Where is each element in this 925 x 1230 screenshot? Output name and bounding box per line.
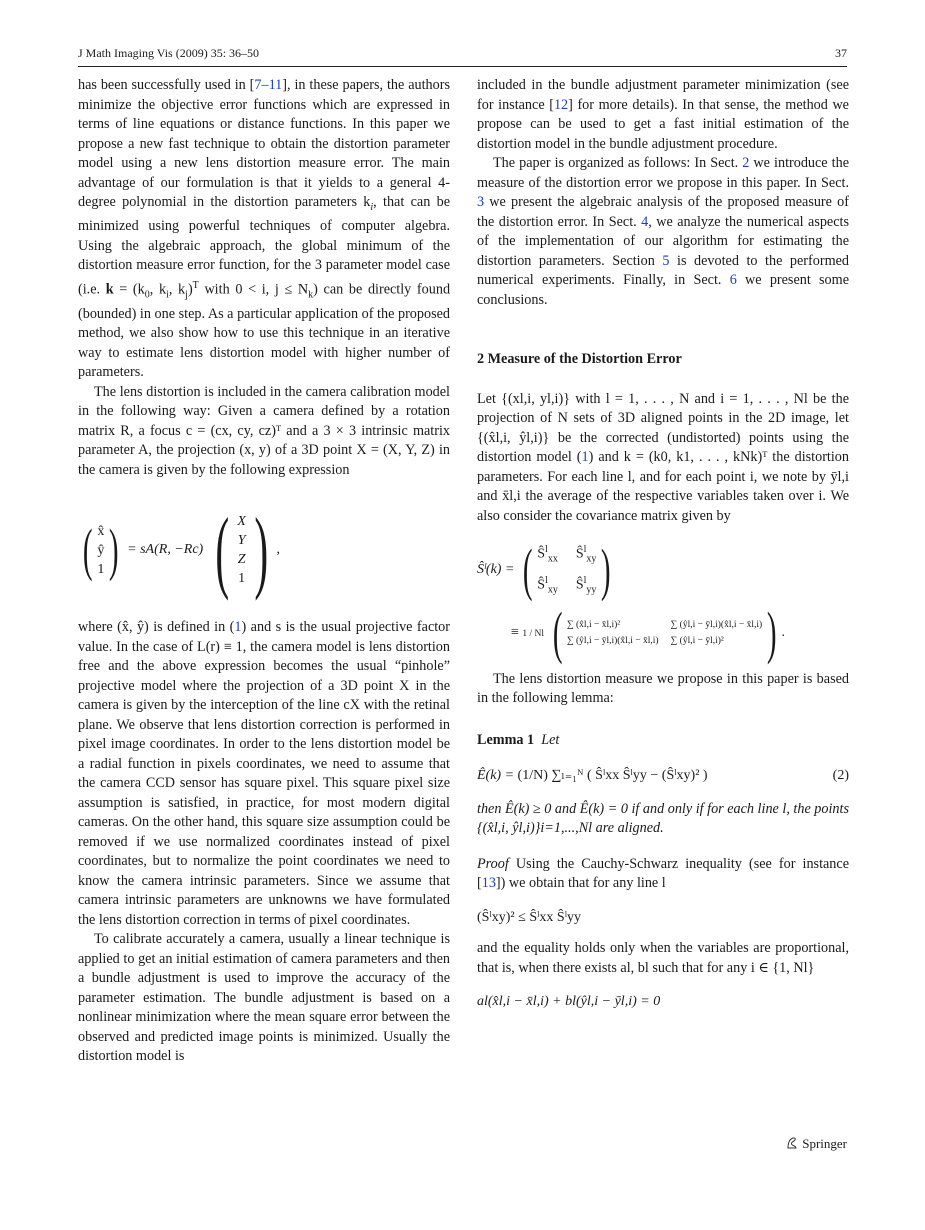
paragraph-calibration: To calibrate accurately a camera, usually a linear technique is applied to get an initial estimation of camera parameters and then a bundle adjustment is used to improve the accuracy of the parameter estimation. The bundle adjustment is based on a nonlinear minimization where the mean square error between the observed and predicted image points is minimized. Usually the distortion model is bbox=[78, 931, 450, 1065]
projection-equation: ( x̂ ŷ 1 ) = sA(R, −Rc) ( X Y Z 1 ) , bbox=[82, 499, 281, 602]
publisher-name: Springer bbox=[802, 1136, 847, 1151]
left-column bbox=[78, 76, 450, 1067]
right-column bbox=[477, 76, 849, 1012]
covariance-equation: Ŝˡ(k) = ( $Ŝ^l_{xx}$ $Ŝ^l_{xy}$ $Ŝ^l_{xy}$ $Ŝ^l_{yy}$ ) ≡ 1 / Nl ( ∑ (x̂l,i − x̄l,i)² ∑ (ŷl,i − ȳl,i)(x̂l,i − x̄l,i) ∑ (ŷl,i − ȳl,i)(x̂l,i − x̄l,i) ∑ (ŷl,i − ȳl,i)² ) . bbox=[477, 536, 785, 665]
publisher-footer bbox=[785, 1136, 847, 1152]
equation-2: Ê(k) = (1/N) ∑ₗ₌₁ᴺ ( Ŝˡxx Ŝˡyy − (Ŝˡxy)² ) (2) bbox=[477, 766, 849, 786]
section-link[interactable]: 2 bbox=[742, 155, 750, 171]
paragraph-camera-model: The lens distortion is included in the camera calibration model in the following way: Given a camera defined by a rotation matrix R, a focus c = (cx, cy, cz)ᵀ and a 3 × 3 intrinsic matrix parameter A, the projection (x, y) of a 3D point X = (X, Y, Z) in the camera is given by the following expression bbox=[78, 383, 450, 478]
proof-paragraph: Proof Using the Cauchy-Schwarz inequality (see for instance [13]) we obtain that for any line l bbox=[477, 855, 849, 892]
section-link[interactable]: 4 bbox=[641, 213, 649, 230]
section-heading: 2 Measure of the Distortion Error bbox=[477, 351, 682, 367]
citation-link[interactable]: 12 bbox=[553, 96, 569, 113]
equation-link[interactable]: 1 bbox=[234, 619, 242, 636]
paragraph-intro: has been successfully used in [7–11], in these papers, the authors minimize the objective error functions which are expressed in terms of line equations or distance functions. In this paper we propose a new fast technique to obtain the distortion parameter model using a new lens distortion measure error. The main advantage of our formulation is that it yields to a general 4-degree polynomial in the distortion parameters $k_i$, that can be minimized using powerful techniques of computer algebra. Using the algebraic approach, the global minimum of the distortion measure error function, for the 3 parameter model case (i.e. $k = (k_0$, $k_i$, $k_j)^T$ with 0 < i, $j \le N_k$) can be directly found (bounded) in one step. As a particular application of the proposed method, we also show how to use this technique in an iterative way to estimate lens distortion model with higher number of parameters. bbox=[78, 77, 451, 381]
final-equation: al(x̂l,i − x̄l,i) + bl(ŷl,i − ȳl,i) = 0 bbox=[477, 994, 661, 1010]
citation-link[interactable]: 13 bbox=[481, 875, 496, 892]
paragraph-pinhole: where (x̂, ŷ) is defined in (1) and s is the usual projective factor value. In the case of L(r) ≡ 1, the camera model is lens distortion free and the above expression becomes the usual “pinhole” projective model where the projection of a 3D point X in the camera is given by the interception of the line cX with the retinal plane. We observe that lens distortion correction is performed in pixel image coordinates. In order to the lens distortion model be a radial function in pixels coordinates, we need to assume that the camera CCD sensor has square pixel. This square pixel size assumption is satisfied, in practice, for most modern digital cameras. On the other hand, this square size assumption could be removed if we use normalized coordinates instead of pixel coordinates, but to normalize the point coordinates we need to know the camera intrinsic parameters. Since we assume that camera intrinsic parameters are unknowns we have formulated the lens distortion correction in terms of pixel coordinates. bbox=[78, 619, 450, 928]
journal-citation: J Math Imaging Vis (2009) 35: 36–50 bbox=[78, 46, 260, 60]
header-rule bbox=[78, 66, 847, 67]
section-link[interactable]: 3 bbox=[477, 194, 485, 210]
page-number: 37 bbox=[835, 46, 847, 60]
paragraph-bundle: included in the bundle adjustment parameter minimization (see for instance [12] for more details). In that sense, the method we propose can be used to get a fast initial estimation of the distortion model in the bundle adjustment procedure. bbox=[477, 77, 849, 152]
paragraph-notation: Let {(xl,i, yl,i)} with l = 1, . . . , N and i = 1, . . . , Nl be the projection of N sets of 3D aligned points in the 2D image, let {(x̂l,i, ŷl,i)} be the corrected (undistorted) points using the distortion model (1) and k = (k0, k1, . . . , kNk)ᵀ the distortion parameters. For each line l, and for each point i, we note by ȳl,i and x̄l,i the average of the respective variables taken over i. We also consider the covariance matrix given by bbox=[477, 390, 849, 524]
cauchy-schwarz-inequality: (Ŝˡxy)² ≤ Ŝˡxx Ŝˡyy bbox=[477, 909, 582, 925]
section-link[interactable]: 5 bbox=[662, 252, 670, 269]
equation-number: (2) bbox=[832, 768, 849, 784]
springer-logo-icon bbox=[785, 1136, 799, 1150]
section-link[interactable]: 6 bbox=[729, 272, 737, 288]
paragraph-organization: The paper is organized as follows: In Sect. 2 we introduce the measure of the distortion error we propose in this paper. In Sect. 3 we present the algebraic analysis of the proposed measure of the distortion error. In Sect. 4, we analyze the numerical aspects of the implementation of our algorithm for estimating the distortion parameters. Section 5 is devoted to the performed numerical experiments. Finally, in Sect. 6 we present some conclusions. bbox=[477, 155, 849, 308]
equation-link[interactable]: 1 bbox=[581, 449, 589, 465]
paragraph-proportional: and the equality holds only when the variables are proportional, that is, when there exists al, bl such that for any i ∈ {1, Nl} bbox=[477, 940, 849, 976]
lemma-heading: Lemma 1 Let bbox=[477, 731, 560, 748]
lemma-statement: then Ê(k) ≥ 0 and Ê(k) = 0 if and only if for each line l, the points {(x̂l,i, ŷl,i)}i=1,...,Nl are aligned. bbox=[477, 800, 849, 837]
paragraph-lemma-intro: The lens distortion measure we propose in this paper is based in the following lemma: bbox=[477, 670, 849, 707]
citation-link[interactable]: 7–11 bbox=[254, 77, 283, 93]
